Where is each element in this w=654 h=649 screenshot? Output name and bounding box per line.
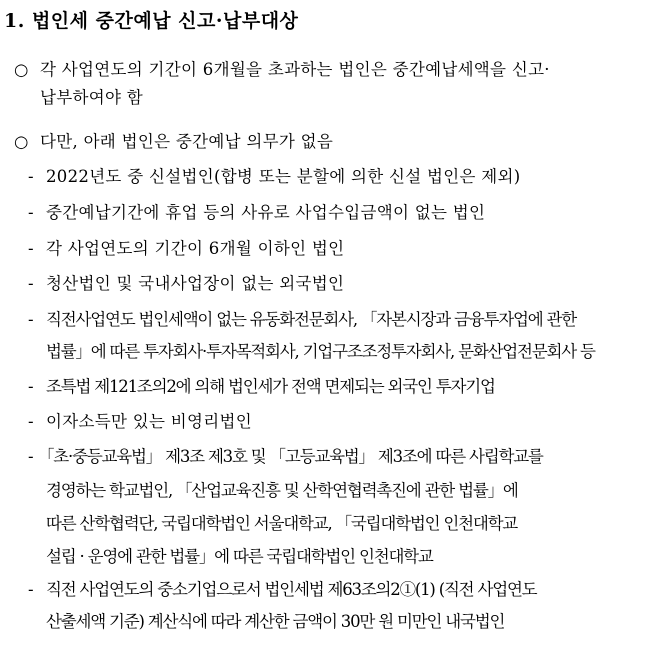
dash-bullet: - xyxy=(28,274,34,293)
exception-text-line: 중간예납기간에 휴업 등의 사유로 사업수입금액이 없는 법인 xyxy=(46,203,486,222)
exception-item xyxy=(28,375,495,399)
exception-item-continuation xyxy=(46,610,504,634)
exception-text-line: 이자소득만 있는 비영리법인 xyxy=(46,412,252,431)
exception-text-line: 설립 · 운영에 관한 법률」에 따른 국립대학법인 인천대학교 xyxy=(46,547,433,566)
exception-text-line: 직전 사업연도의 중소기업으로서 법인세법 제63조의2①(1) (직전 사업연도 xyxy=(46,580,537,599)
section-title: 1. 법인세 중간예납 신고·납부대상 xyxy=(4,10,299,32)
exception-item xyxy=(28,308,576,332)
exception-item-continuation xyxy=(46,340,595,364)
dash-bullet: - xyxy=(28,310,33,329)
exception-text-line: 법률」에 따른 투자회사·투자목적회사, 기업구조조정투자회사, 문화산업전문회사 등 xyxy=(46,342,595,361)
list-item xyxy=(14,130,333,154)
dash-bullet: - xyxy=(28,239,34,258)
dash-bullet: - xyxy=(28,377,33,396)
exception-item xyxy=(28,272,344,296)
dash-bullet: - xyxy=(28,412,34,431)
exception-text-line: 직전사업연도 법인세액이 없는 유동화전문회사, 「자본시장과 금융투자업에 관한 xyxy=(46,310,577,329)
dash-bullet: - xyxy=(28,167,34,186)
list-item-continuation xyxy=(40,86,143,110)
item-text-line: 각 사업연도의 기간이 6개월을 초과하는 법인은 중간예납세액을 신고· xyxy=(40,60,550,79)
exception-text-line: 2022년도 중 신설법인(합병 또는 분할에 의한 신설 법인은 제외) xyxy=(46,167,521,186)
item-text-line: 납부하여야 함 xyxy=(40,88,143,107)
circle-bullet-icon: ○ xyxy=(14,60,29,79)
exception-item xyxy=(28,237,344,261)
exception-item xyxy=(28,578,536,602)
exception-text-line: 각 사업연도의 기간이 6개월 이하인 법인 xyxy=(46,239,345,258)
dash-bullet: - xyxy=(28,447,33,466)
exception-text-line: 청산법인 및 국내사업장이 없는 외국법인 xyxy=(46,274,345,293)
dash-bullet: - xyxy=(28,203,34,222)
exception-item xyxy=(28,410,252,434)
exception-item-continuation xyxy=(46,479,518,503)
exception-item xyxy=(28,201,485,225)
exception-item xyxy=(28,165,521,189)
exception-item-continuation xyxy=(46,512,517,536)
item-text-line: 다만, 아래 법인은 중간예납 의무가 없음 xyxy=(40,132,334,151)
exception-item xyxy=(28,445,543,469)
circle-bullet-icon: ○ xyxy=(14,132,29,151)
dash-bullet: - xyxy=(28,580,33,599)
list-item xyxy=(14,58,550,82)
exception-text-line: 조특법 제121조의2에 의해 법인세가 전액 면제되는 외국인 투자기업 xyxy=(46,377,495,396)
exception-item-continuation xyxy=(46,545,433,569)
exception-text-line: 경영하는 학교법인, 「산업교육진흥 및 산학연협력촉진에 관한 법률」에 xyxy=(46,481,518,500)
exception-text-line: 따른 산학협력단, 국립대학법인 서울대학교, 「국립대학법인 인천대학교 xyxy=(46,514,518,533)
exception-text-line: 「초·중등교육법」 제3조 제3호 및 「고등교육법」 제3조에 따른 사립학교를 xyxy=(38,447,543,466)
exception-text-line: 산출세액 기준) 계산식에 따라 계산한 금액이 30만 원 미만인 내국법인 xyxy=(46,612,505,631)
